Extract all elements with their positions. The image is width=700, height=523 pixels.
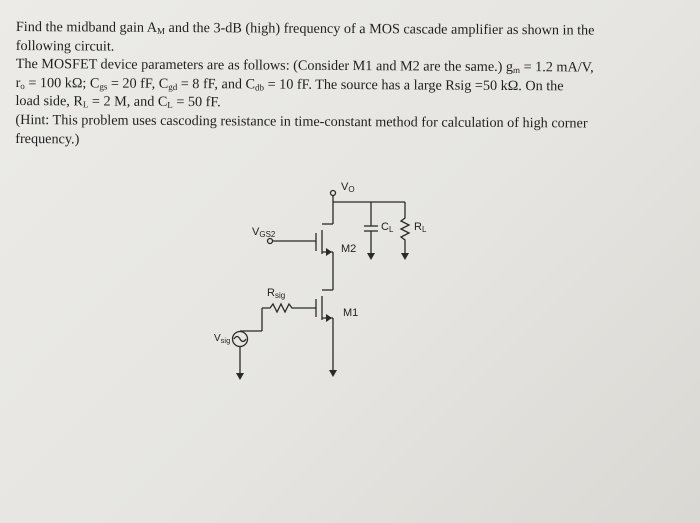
m2-label: M2 bbox=[341, 243, 357, 255]
vsig-sine bbox=[234, 337, 246, 342]
problem-line-4: $r_o = 100$ kΩ; $C_{gs} = 20$ fF, $C_{gd} = 8$ fF, and $C_{db} = 10$ fF. The source has a large Rsig =50 kΩ. On the bbox=[15, 74, 564, 95]
cl-label: CL bbox=[381, 221, 394, 234]
m1-transistor bbox=[316, 290, 333, 366]
m2-arrow bbox=[326, 248, 332, 256]
m2-transistor bbox=[316, 202, 333, 290]
m1-label: M1 bbox=[343, 307, 359, 319]
rl-ground-icon bbox=[401, 253, 409, 260]
problem-line-7: frequency.) bbox=[15, 130, 80, 147]
problem-line-3: The MOSFET device parameters are as follows: (Consider M1 and M2 are the same.) $g_m = 1.2$ mA/V, bbox=[15, 56, 594, 76]
problem-line-2: following circuit. bbox=[15, 37, 115, 55]
m1-arrow bbox=[326, 314, 332, 322]
vo-terminal bbox=[331, 191, 336, 196]
m1-ground-icon bbox=[329, 370, 337, 377]
rl-label: RL bbox=[414, 221, 427, 234]
problem-line-6: (Hint: This problem uses cascoding resistance in time-constant method for calculation of high corner bbox=[15, 111, 588, 132]
vo-label: VO bbox=[341, 181, 355, 194]
cl-ground-icon bbox=[367, 253, 375, 260]
vgs2-terminal bbox=[268, 239, 273, 244]
vgs2-label: VGS2 bbox=[252, 226, 276, 239]
vsig-label: $V_{sig}$ bbox=[214, 333, 231, 345]
rsig-label: Rsig bbox=[267, 287, 286, 300]
problem-line-1: Find the midband gain $A_M$ and the 3-dB (high) frequency of a MOS cascade amplifier as shown in the bbox=[15, 18, 595, 39]
vsig-ground-icon bbox=[236, 373, 244, 380]
rsig-resistor bbox=[262, 304, 316, 312]
rl-resistor bbox=[401, 202, 409, 254]
problem-line-5: load side, $R_L = 2$ M, and $C_L = 50$ fF. bbox=[15, 93, 221, 111]
